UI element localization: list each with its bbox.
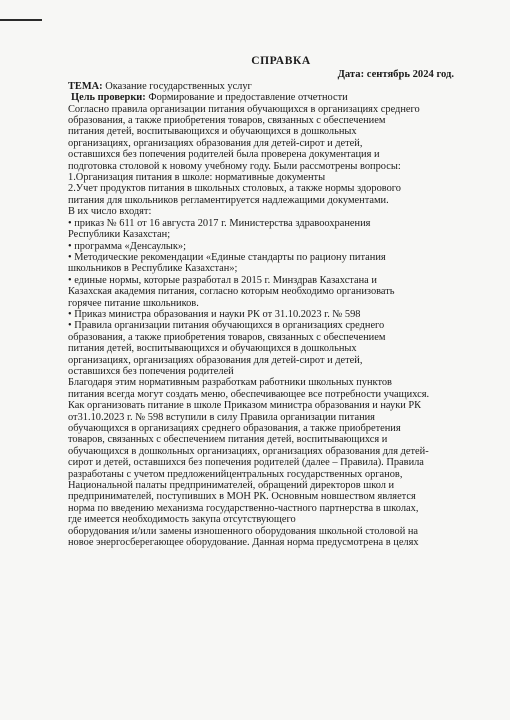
goal-line (68, 92, 494, 103)
text-line: организациях, организациях образования для детей-сирот и детей, (68, 137, 363, 149)
text-line: оставшихся без попечения родителей (68, 365, 234, 377)
text-line: горячее питание школьников. (68, 297, 199, 309)
goal-text: Формирование и предоставление отчетности (148, 92, 348, 104)
text-line: образования, а также приобретения товаров, связанных с обеспечением (68, 115, 386, 127)
text-line: разработаны с учетом предложенийцентральных государственных органов, (68, 468, 403, 480)
text-line: обучающихся в дошкольных организациях, организациях образования для детей- (68, 445, 429, 457)
text-line: Согласно правила организации питания обучающихся в организациях среднего (68, 103, 420, 115)
text-line: питания детей, воспитывающихся и обучающихся в дошкольных (68, 126, 357, 138)
goal-label: Цель проверки: (71, 92, 146, 104)
document-page (68, 56, 494, 548)
text-line: где имеется необходимость закупа отсутствующего (68, 514, 296, 526)
text-line: оставшихся без попечения родителей была проверена документация и (68, 149, 380, 161)
text-line: питания всегда могут создать меню, обеспечивающее все потребности учащихся. (68, 388, 430, 400)
text-line: Благодаря этим нормативным разработкам работники школьных пунктов (68, 377, 392, 389)
text-line: обучающихся в организациях среднего образования, а также приобретения (68, 423, 401, 434)
text-line: организациях, организациях образования для детей-сирот и детей, (68, 354, 363, 366)
theme-text: Оказание государственных услуг (105, 80, 252, 92)
text-line: подготовка столовой к новому учебному году. Были рассмотрены вопросы: (68, 160, 401, 172)
text-line: предпринимателей, поступивших в МОН РК. Основным новшеством является (68, 491, 416, 503)
text-line: • программа «Денсаулык»; (68, 240, 186, 252)
text-line: оборудования и/или замены изношенного оборудования школьной столовой на (68, 525, 419, 537)
text-line: • приказ № 611 от 16 августа 2017 г. Министерства здравоохранения (68, 217, 371, 229)
text-line: • Приказ министра образования и науки РК от 31.10.2023 г. № 598 (68, 308, 361, 320)
document-title: СПРАВКА (251, 55, 311, 67)
text-line: норма по введению механизма государственно-частного партнерства в школах, (68, 502, 419, 514)
text-line: от31.10.2023 г. № 598 вступили в силу Правила организации питания (68, 411, 375, 423)
text-line: Национальной палаты предпринимателей, обращений директоров школ и (68, 480, 395, 492)
text-line: В их число входят: (68, 206, 152, 218)
text-line: • Правила организации питания обучающихся в организациях среднего (68, 320, 385, 332)
text-line: новое энергосберегающее оборудование. Данная норма предусмотрена в целях (68, 537, 419, 549)
text-line: Казахская академия питания, согласно которым необходимо организовать (68, 286, 395, 298)
text-line: школьников в Республике Казахстан»; (68, 263, 238, 275)
text-line: 2.Учет продуктов питания в школьных столовых, а также нормы здорового (68, 183, 402, 195)
body-text (68, 104, 494, 549)
text-line: 1.Организация питания в школе: нормативные документы (68, 172, 326, 184)
scan-edge-mark (0, 19, 42, 21)
text-line: • Методические рекомендации «Единые стандарты по рациону питания (68, 251, 386, 263)
document-date: Дата: сентябрь 2024 год. (337, 69, 454, 81)
text-line: Республики Казахстан; (68, 229, 171, 241)
text-line: образования, а также приобретения товаров, связанных с обеспечением (68, 331, 386, 343)
text-line: сирот и детей, оставшихся без попечения родителей (далее – Правила). Правила (68, 457, 424, 469)
theme-line (68, 81, 494, 92)
text-line: • единые нормы, которые разработал в 2015 г. Минздрав Казахстана и (68, 274, 377, 286)
text-line: питания для школьников регламентируется надлежащими документами. (68, 194, 389, 206)
text-line: товаров, связанных с обеспечением питания детей, воспитывающихся и (68, 434, 388, 446)
text-line: питания детей, воспитывающихся и обучающихся в дошкольных (68, 343, 357, 355)
text-line: Как организовать питание в школе Приказом министра образования и науки РК (68, 400, 422, 412)
theme-label: ТЕМА: (68, 80, 103, 92)
